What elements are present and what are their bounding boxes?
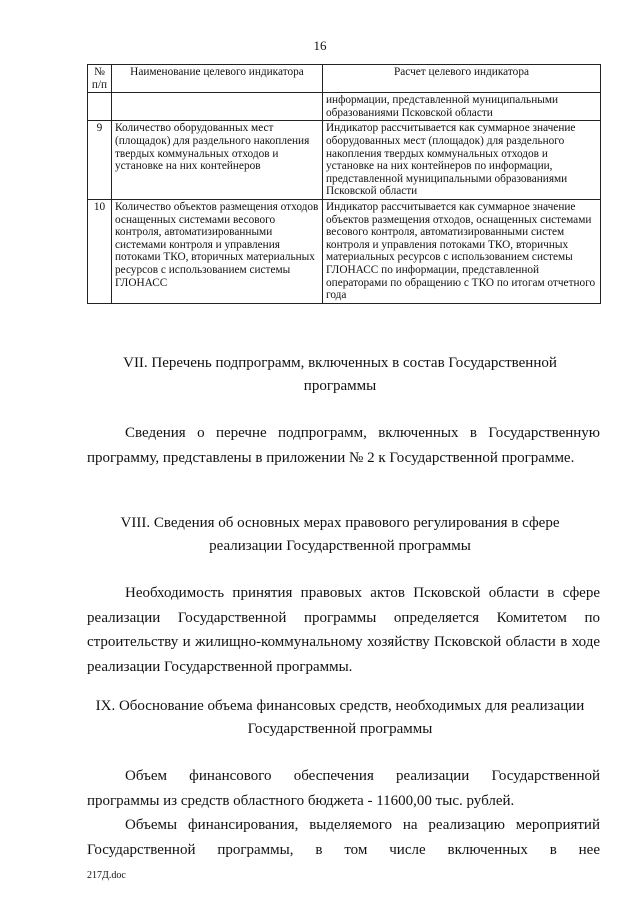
file-name-footer: 217Д.doc [87, 870, 126, 881]
row-name: Количество объектов размещения отходов оснащенных системами весового контроля, автоматизированными системами контроля и управления потоками ТКО, вторичных материальных ресурсов с использованием системы ГЛОНАСС [112, 199, 323, 303]
section-8-text: Необходимость принятия правовых актов Псковской области в сфере реализации Государственной программы определяется Комитетом по строительству и жилищно-коммунальному хозяйству Псковской области в ходе реализации Государственной программы. [87, 585, 600, 675]
row-number [88, 93, 112, 121]
row-calc: Индикатор рассчитывается как суммарное значение оборудованных мест (площадок) для раздельного накопления твердых коммунальных отходов и установке на них контейнеров по информации, представленной муниципальными образованиями Псковской области [323, 121, 601, 200]
section-7-text: Сведения о перечне подпрограмм, включенных в Государственную программу, представлены в приложении № 2 к Государственной программе. [87, 425, 600, 466]
table-row [88, 121, 601, 200]
header-number: № п/п [88, 65, 112, 93]
header-indicator-calc: Расчет целевого индикатора [323, 65, 601, 93]
table-header-row [88, 65, 601, 93]
indicator-table [87, 64, 601, 304]
row-calc: Индикатор рассчитывается как суммарное значение объектов размещения отходов, оснащенных системами весового контроля, автоматизированными систем контроля и управления потоками ТКО, вторичных материальных ресурсов с использованием системы ГЛОНАСС по информации, представленной операторами по обращению с ТКО по итогам отчетного года [323, 199, 601, 303]
section-9-text-1: Объем финансового обеспечения реализации Государственной программы из средств областного бюджета - 11600,00 тыс. рублей. [87, 768, 600, 809]
header-indicator-name: Наименование целевого индикатора [112, 65, 323, 93]
section-8-title: VIII. Сведения об основных мерах правового регулирования в сфере реализации Государственной программы [120, 515, 560, 554]
row-number: 9 [88, 121, 112, 200]
table-row [88, 93, 601, 121]
section-7-title: VII. Перечень подпрограмм, включенных в состав Государственной программы [123, 355, 557, 394]
row-number: 10 [88, 199, 112, 303]
section-9-title: IX. Обоснование объема финансовых средств, необходимых для реализации Государственной программы [95, 698, 585, 737]
row-name [112, 93, 323, 121]
row-name: Количество оборудованных мест (площадок) для раздельного накопления твердых коммунальных отходов и установке на них контейнеров [112, 121, 323, 200]
section-9-text-2: Объемы финансирования, выделяемого на реализацию мероприятий Государственной программы, в том числе включенных в нее [87, 817, 600, 858]
table-row [88, 199, 601, 303]
row-calc: информации, представленной муниципальными образованиями Псковской области [323, 93, 601, 121]
page-number: 16 [313, 38, 327, 53]
